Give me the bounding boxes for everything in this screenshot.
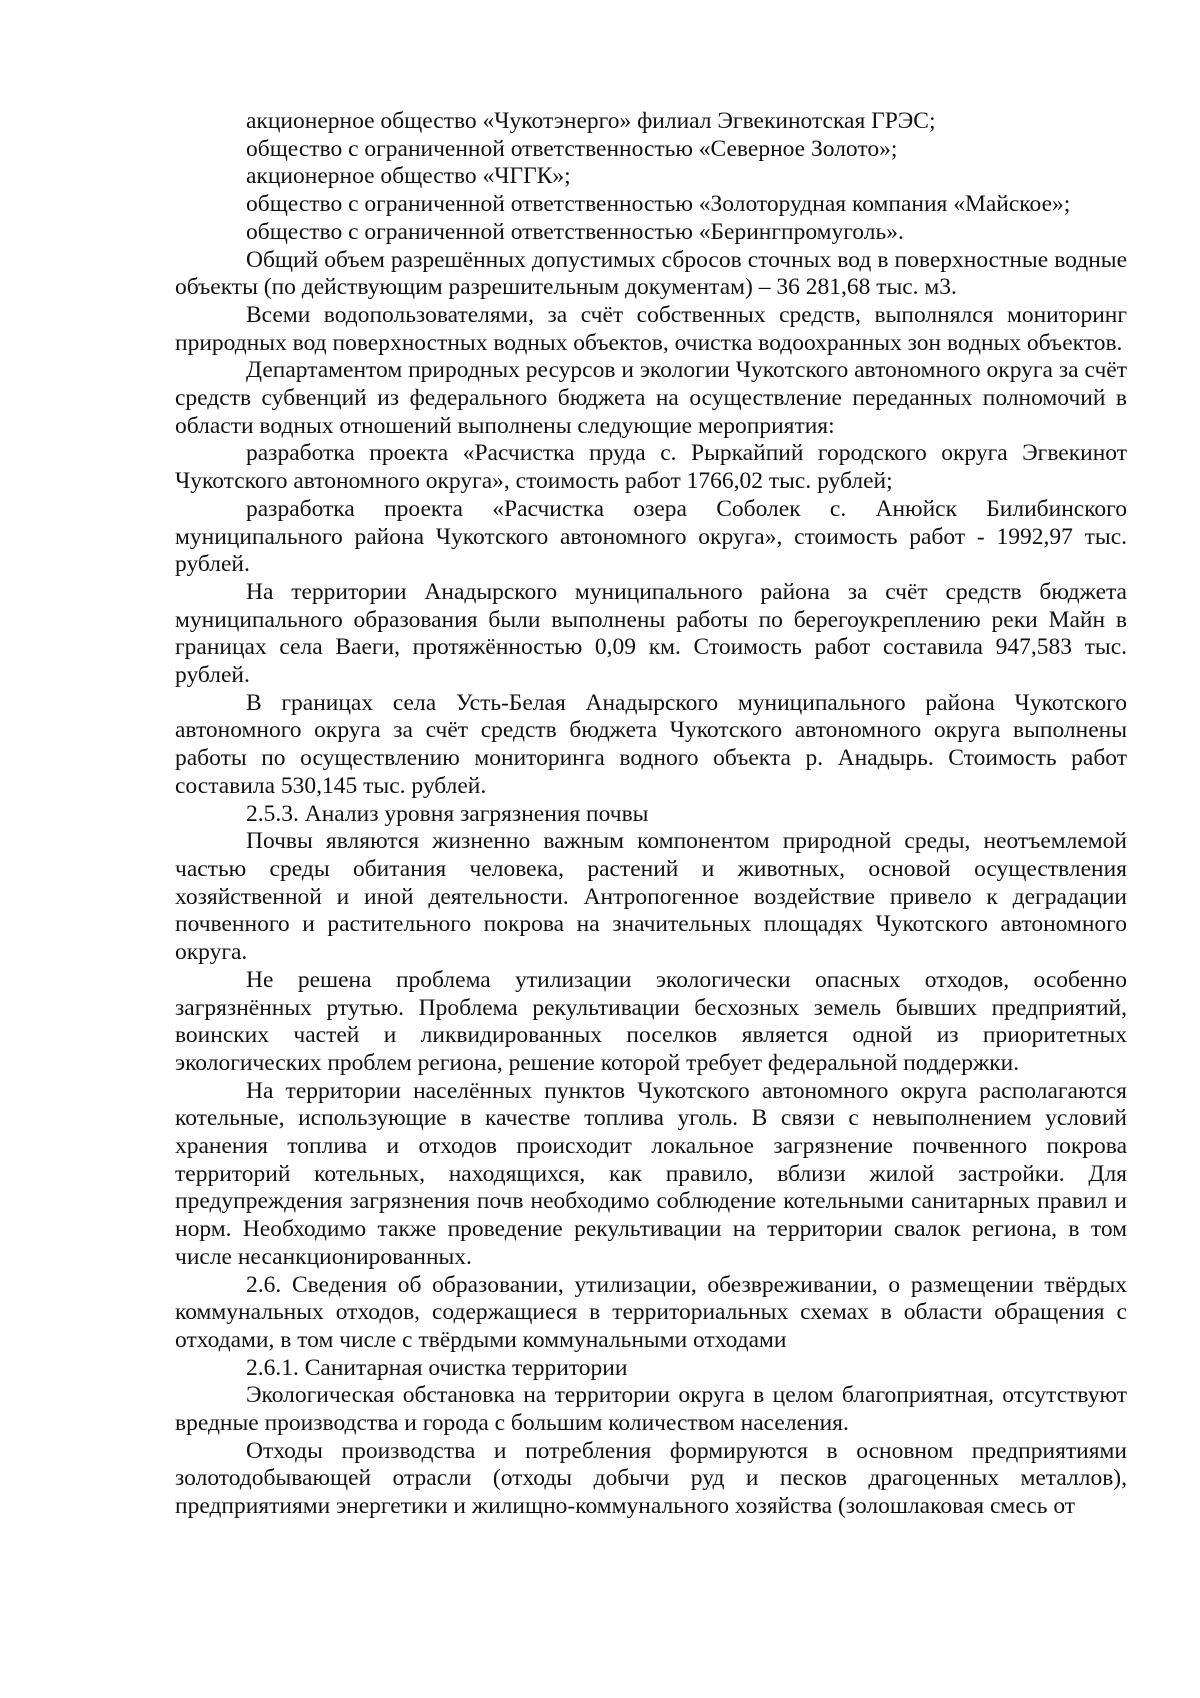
paragraph: Департаментом природных ресурсов и экологии Чукотского автономного округа за счёт средств субвенций из федерального бюджета на осуществление переданных полномочий в области водных отношений выполнены следующие мероприятия: <box>175 357 1127 439</box>
list-item: акционерное общество «Чукотэнерго» филиал Эгвекинотская ГРЭС; <box>246 108 936 134</box>
subsection-heading: 2.6.1. Санитарная очистка территории <box>246 1354 628 1381</box>
section-heading: 2.5.3. Анализ уровня загрязнения почвы <box>246 800 649 827</box>
paragraph: Общий объем разрешённых допустимых сбросов сточных вод в поверхностные водные объекты (по действующим разрешительным документам) – 36 281,68 тыс. м3. <box>175 246 1127 301</box>
paragraph: Не решена проблема утилизации экологически опасных отходов, особенно загрязнённых ртутью. Проблема рекультивации бесхозных земель бывших предприятий, воинских частей и ликвидированных поселков является одной из приоритетных экологических проблем региона, решение которой требует федеральной поддержки. <box>175 966 1127 1076</box>
list-item: общество с ограниченной ответственностью «Северное Золото»; <box>246 135 898 162</box>
paragraph: Почвы являются жизненно важным компонентом природной среды, неотъемлемой частью среды обитания человека, растений и животных, основой осуществления хозяйственной и иной деятельности. Антропогенное воздействие привело к деградации почвенного и растительного покрова на значительных площадях Чукотского автономного округа. <box>175 828 1127 966</box>
paragraph: На территории населённых пунктов Чукотского автономного округа располагаются котельные, использующие в качестве топлива уголь. В связи с невыполнением условий хранения топлива и отходов происходит локальное загрязнение почвенного покрова территорий котельных, находящихся, как правило, вблизи жилой застройки. Для предупреждения загрязнения почв необходимо соблюдение котельными санитарных правил и норм. Необходимо также проведение рекультивации на территории свалок региона, в том числе несанкционированных. <box>175 1077 1127 1270</box>
paragraph: Отходы производства и потребления формируются в основном предприятиями золотодобывающей отрасли (отходы добычи руд и песков драгоценных металлов), предприятиями энергетики и жилищно-коммунального хозяйства (золошлаковая смесь от <box>175 1437 1127 1520</box>
document-page <box>175 108 1127 1521</box>
paragraph: Всеми водопользователями, за счёт собственных средств, выполнялся мониторинг природных вод поверхностных водных объектов, очистка водоохранных зон водных объектов. <box>175 301 1127 356</box>
paragraph: В границах села Усть-Белая Анадырского муниципального района Чукотского автономного округа за счёт средств бюджета Чукотского автономного округа выполнены работы по осуществлению мониторинга водного объекта р. Анадырь. Стоимость работ составила 530,145 тыс. рублей. <box>175 689 1127 799</box>
list-item: общество с ограниченной ответственностью «Золоторудная компания «Майское»; <box>246 191 1071 218</box>
paragraph: Экологическая обстановка на территории округа в целом благоприятная, отсутствуют вредные производства и города с большим количеством населения. <box>175 1382 1127 1437</box>
paragraph: разработка проекта «Расчистка озера Соболек с. Анюйск Билибинского муниципального района Чукотского автономного округа», стоимость работ - 1992,97 тыс. рублей. <box>175 495 1127 578</box>
list-item: общество с ограниченной ответственностью «Берингпромуголь». <box>246 218 904 245</box>
section-heading: 2.6. Сведения об образовании, утилизации, обезвреживании, о размещении твёрдых коммунальных отходов, содержащиеся в территориальных схемах в области обращения с отходами, в том числе с твёрдыми коммунальными отходами <box>175 1271 1127 1353</box>
list-item: акционерное общество «ЧГГК»; <box>246 163 571 190</box>
paragraph: разработка проекта «Расчистка пруда с. Рыркайпий городского округа Эгвекинот Чукотского автономного округа», стоимость работ 1766,02 тыс. рублей; <box>175 440 1127 495</box>
paragraph: На территории Анадырского муниципального района за счёт средств бюджета муниципального образования были выполнены работы по берегоукреплению реки Майн в границах села Ваеги, протяжённостью 0,09 км. Стоимость работ составила 947,583 тыс. рублей. <box>175 578 1127 689</box>
